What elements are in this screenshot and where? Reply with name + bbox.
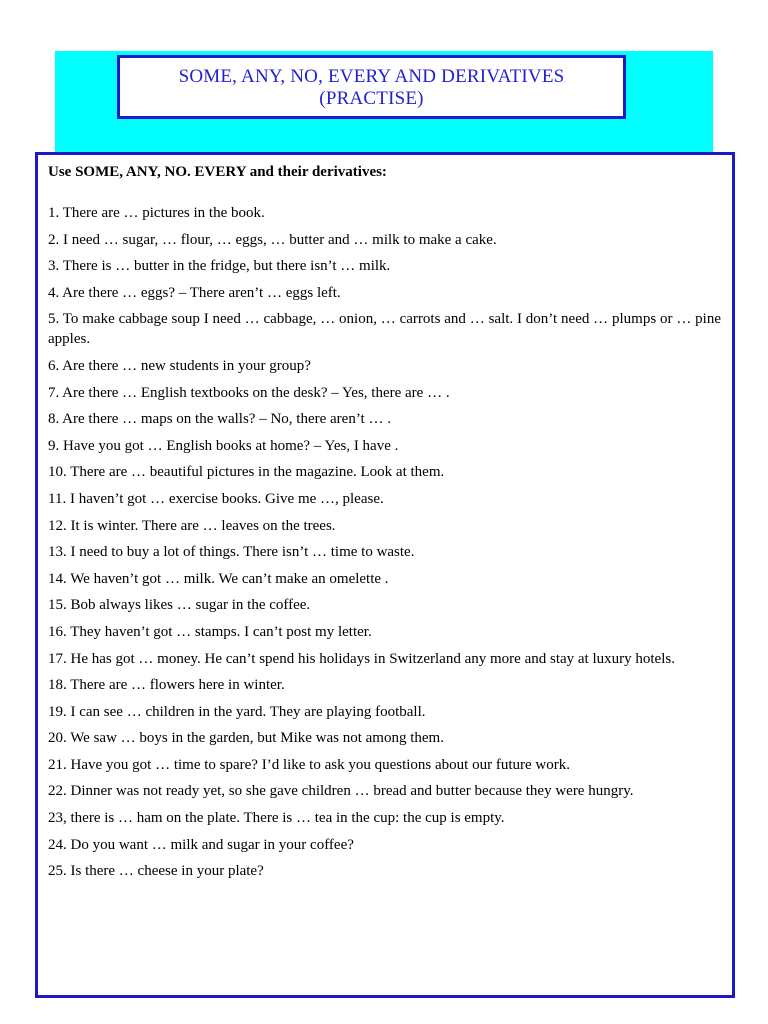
exercise-item: 6. Are there … new students in your group? xyxy=(48,357,311,374)
exercise-item: 7. Are there … English textbooks on the desk? – Yes, there are … . xyxy=(48,384,450,401)
exercise-item: 25. Is there … cheese in your plate? xyxy=(48,863,264,880)
exercise-item: 19. I can see … children in the yard. They are playing football. xyxy=(48,703,426,720)
exercise-item: 14. We haven’t got … milk. We can’t make an omelette . xyxy=(48,570,389,587)
exercise-item: 15. Bob always likes … sugar in the coffee. xyxy=(48,597,311,614)
exercise-item: 12. It is winter. There are … leaves on the trees. xyxy=(48,517,336,534)
page-title: SOME, ANY, NO, EVERY AND DERIVATIVES xyxy=(178,66,565,87)
exercise-item: 16. They haven’t got … stamps. I can’t post my letter. xyxy=(48,623,372,640)
exercise-item: 13. I need to buy a lot of things. There isn’t … time to waste. xyxy=(48,544,415,561)
title-box xyxy=(117,55,626,119)
exercise-item: 3. There is … butter in the fridge, but there isn’t … milk. xyxy=(48,258,391,275)
exercise-item: 9. Have you got … English books at home? – Yes, I have . xyxy=(48,437,399,454)
exercise-item: 22. Dinner was not ready yet, so she gave children … bread and butter because they were hungry. xyxy=(48,783,634,800)
exercise-item: 20. We saw … boys in the garden, but Mike was not among them. xyxy=(48,730,444,747)
exercise-item: 23, there is … ham on the plate. There is … tea in the cup: the cup is empty. xyxy=(48,810,505,827)
exercise-item: 5. To make cabbage soup I need … cabbage, … onion, … carrots and … salt. I don’t need … plumps or … pine apples. xyxy=(48,311,721,348)
exercise-item: 21. Have you got … time to spare? I’d like to ask you questions about our future work. xyxy=(48,756,570,773)
exercise-item: 4. Are there … eggs? – There aren’t … eggs left. xyxy=(48,284,341,301)
exercise-item: 11. I haven’t got … exercise books. Give me …, please. xyxy=(48,490,384,507)
exercise-item: 1. There are … pictures in the book. xyxy=(48,205,265,221)
exercise-item: 2. I need … sugar, … flour, … eggs, … butter and … milk to make a cake. xyxy=(48,231,497,248)
page-subtitle: (PRACTISE) xyxy=(319,88,424,109)
exercise-item: 18. There are … flowers here in winter. xyxy=(48,677,285,694)
exercise-list xyxy=(48,203,721,881)
exercise-item: 17. He has got … money. He can’t spend his holidays in Switzerland any more and stay at luxury hotels. xyxy=(48,650,675,667)
exercise-box xyxy=(35,152,735,998)
exercise-item: 24. Do you want … milk and sugar in your coffee? xyxy=(48,836,354,853)
exercise-item: 8. Are there … maps on the walls? – No, there aren’t … . xyxy=(48,411,391,428)
exercise-instruction: Use SOME, ANY, NO. EVERY and their derivatives: xyxy=(48,164,387,180)
exercise-item: 10. There are … beautiful pictures in the magazine. Look at them. xyxy=(48,464,445,481)
